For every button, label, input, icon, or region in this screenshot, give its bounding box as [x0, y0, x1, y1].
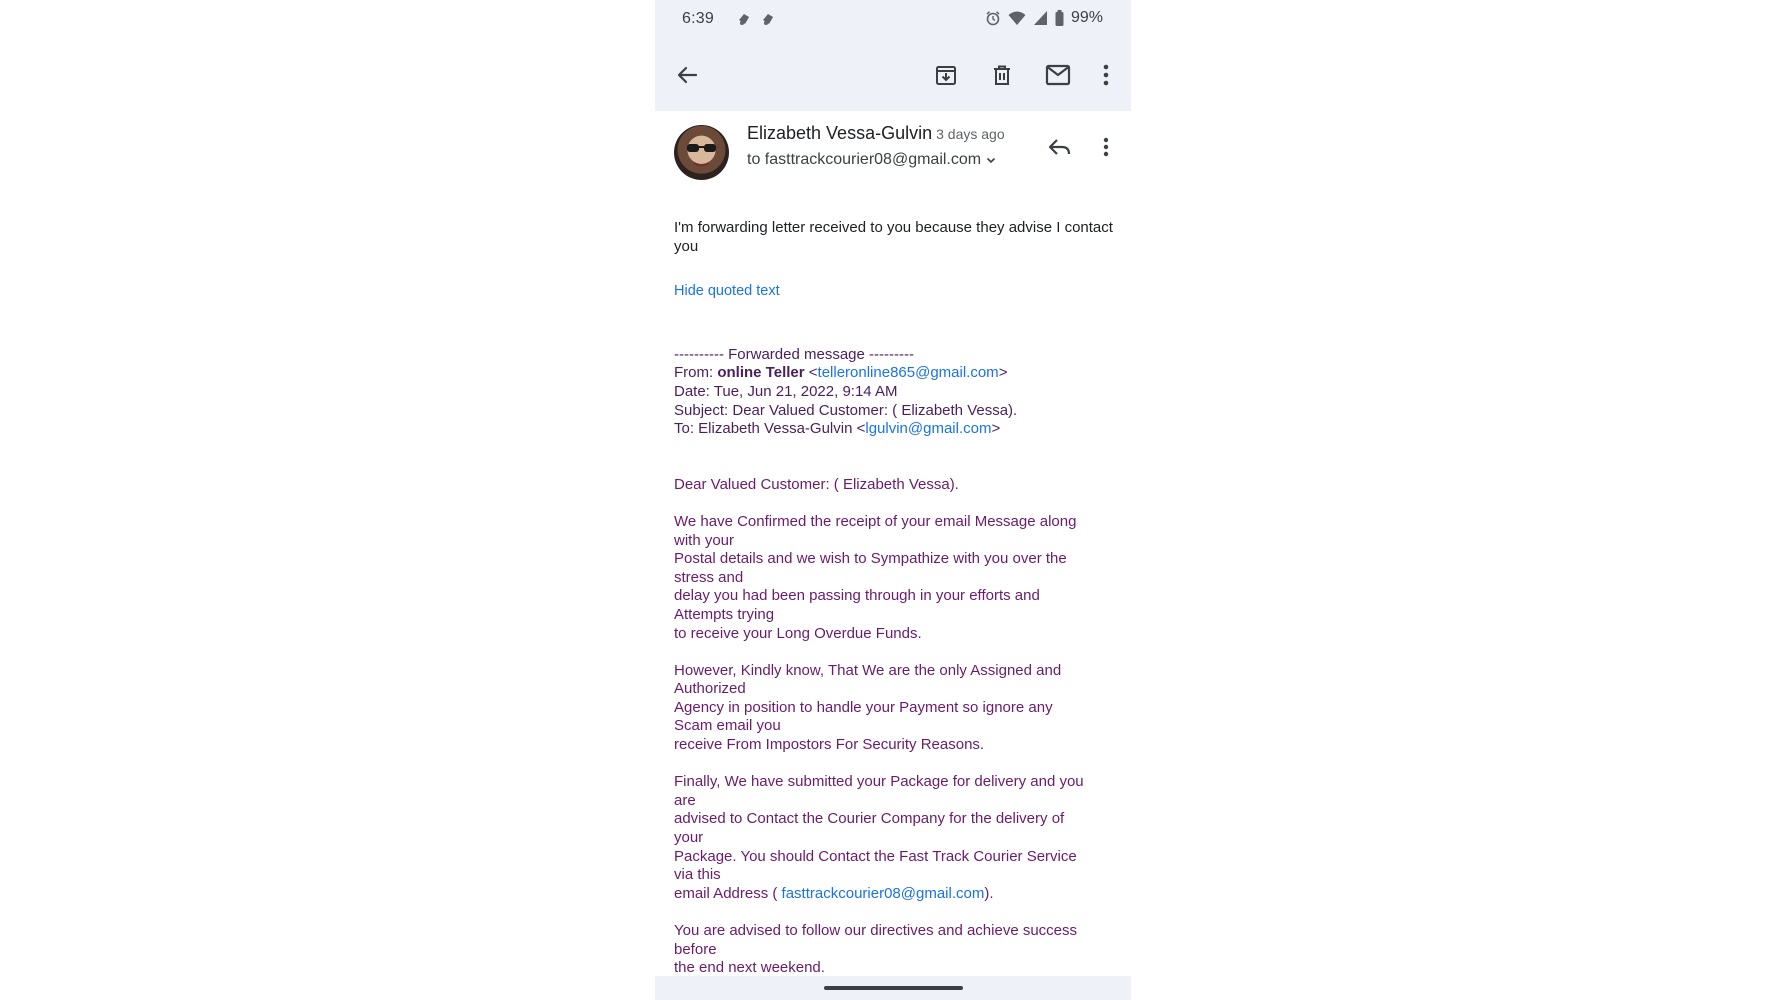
- intro-text: I'm forwarding letter received to you because they advise I contact you: [674, 219, 1113, 255]
- letter-paragraph: We have Confirmed the receipt of your email Message along with your Postal details and we wish to Sympathize with you over the stress and delay you had been passing through in your efforts and Attempts trying to receive your Long Overdue Funds.: [674, 512, 1077, 642]
- signal-icon: [1033, 10, 1048, 26]
- status-bar: [655, 0, 1131, 40]
- archive-icon: [934, 63, 958, 87]
- message-more-button[interactable]: [1091, 132, 1121, 162]
- recipient-text: to fasttrackcourier08@gmail.com: [747, 151, 982, 168]
- message-toolbar: [655, 40, 1131, 111]
- mark-unread-button[interactable]: [1043, 60, 1073, 90]
- delete-icon: [990, 63, 1014, 87]
- wifi-icon: [1008, 10, 1026, 26]
- message-time: 3 days ago: [936, 126, 1005, 142]
- sender-line: [747, 123, 1005, 144]
- back-arrow-icon: [676, 64, 698, 86]
- forwarded-header: [674, 346, 1114, 439]
- letter-paragraph: However, Kindly know, That We are the only Assigned and Authorized Agency in position to handle your Payment so ignore any Scam email you receive From Impostors For Security Reasons.: [674, 661, 1062, 754]
- delete-button[interactable]: [987, 60, 1017, 90]
- reply-button[interactable]: [1045, 132, 1075, 162]
- avatar[interactable]: [674, 125, 729, 180]
- from-label: From:: [674, 364, 718, 382]
- forwarded-letter: [674, 476, 1114, 978]
- sender-name[interactable]: Elizabeth Vessa-Gulvin: [747, 123, 933, 143]
- letter-greeting: Dear Valued Customer: ( Elizabeth Vessa).: [674, 475, 959, 493]
- letter-paragraph: [674, 773, 1114, 903]
- gesture-navigation-bar: [655, 976, 1131, 1000]
- battery-icon: [1055, 10, 1064, 26]
- more-vert-icon: [1103, 137, 1109, 157]
- back-button[interactable]: [672, 60, 702, 90]
- message-body: [674, 219, 1114, 996]
- mark-unread-icon: [1045, 64, 1071, 86]
- forwarded-message-divider: ---------- Forwarded message ---------: [674, 345, 914, 363]
- phone-screen: [655, 0, 1131, 1000]
- from-name: online Teller: [717, 364, 805, 382]
- more-options-button[interactable]: [1091, 60, 1121, 90]
- chevron-down-icon: [985, 154, 997, 166]
- to-label: To: Elizabeth Vessa-Gulvin <: [674, 420, 866, 438]
- notification-icon: [760, 11, 776, 27]
- reply-icon: [1048, 137, 1072, 157]
- courier-email-link[interactable]: fasttrackcourier08@gmail.com: [781, 884, 985, 902]
- forwarded-subject: Subject: Dear Valued Customer: ( Elizabeth Vessa).: [674, 401, 1018, 419]
- battery-percent: 99%: [1070, 9, 1103, 26]
- forwarded-to: To: Elizabeth Vessa-Gulvin <lgulvin@gmail.com>: [674, 420, 1001, 438]
- forwarded-date: Date: Tue, Jun 21, 2022, 9:14 AM: [674, 382, 898, 400]
- notification-icon: [736, 11, 752, 27]
- archive-button[interactable]: [931, 60, 961, 90]
- recipient-details-toggle[interactable]: [747, 151, 997, 169]
- to-email-link[interactable]: lgulvin@gmail.com: [865, 420, 992, 438]
- letter-paragraph-end: ).: [984, 884, 994, 902]
- letter-paragraph-text: Finally, We have submitted your Package for delivery and you are advised to Contact the Courier Company for the delivery of your Package. You should Contact the Fast Track Courier Service via this email Address (: [674, 773, 1084, 902]
- home-gesture-handle[interactable]: [824, 986, 963, 990]
- from-email-link[interactable]: telleronline865@gmail.com: [817, 364, 999, 382]
- hide-quoted-text-link[interactable]: Hide quoted text: [674, 283, 780, 300]
- alarm-icon: [985, 10, 1001, 26]
- status-time: 6:39: [682, 10, 714, 27]
- letter-paragraph: You are advised to follow our directives and achieve success before the end next weekend.: [674, 922, 1078, 977]
- more-vert-icon: [1103, 64, 1109, 86]
- message-header: [655, 111, 1131, 201]
- status-indicators: [985, 9, 1103, 27]
- forwarded-from: From: online Teller <telleronline865@gmail.com>: [674, 364, 1008, 382]
